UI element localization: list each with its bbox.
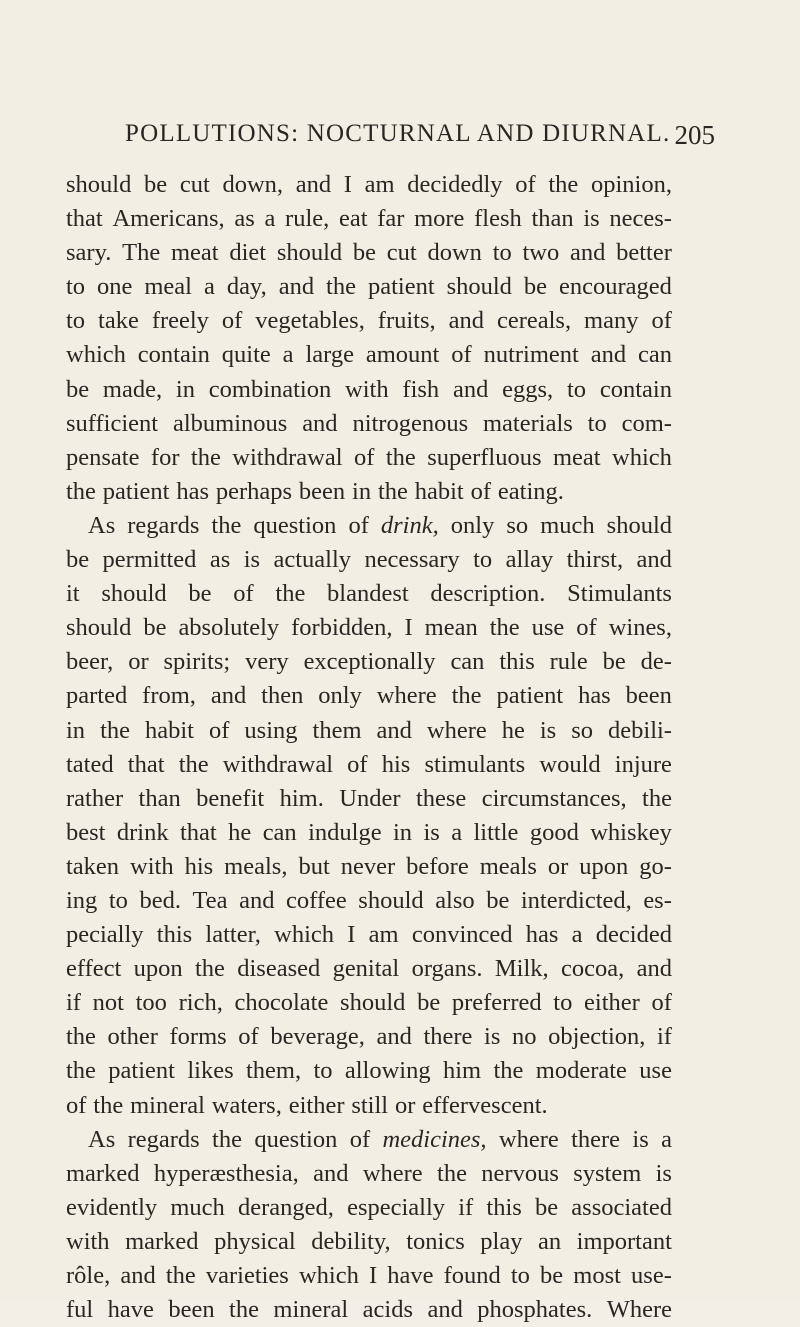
text-line: be made, in combination with fish and eggs, to contain: [66, 375, 672, 403]
text-line: the other forms of beverage, and there is no objection, if: [66, 1023, 672, 1051]
text-line: effect upon the diseased genital organs. Milk, cocoa, and: [66, 955, 672, 983]
text-line: which contain quite a large amount of nutriment and can: [66, 341, 672, 369]
text-line: taken with his meals, but never before meals or upon go-: [66, 852, 672, 880]
text-line: with marked physical debility, tonics play an important: [66, 1227, 672, 1255]
text-line: it should be of the blandest description. Stimulants: [66, 580, 672, 608]
text-line: the patient has perhaps been in the habit of eating.: [66, 477, 564, 505]
text-line: marked hyperæsthesia, and where the nervous system is: [66, 1159, 672, 1187]
text-line: evidently much deranged, especially if this be associated: [66, 1193, 672, 1221]
text-line: should be absolutely forbidden, I mean the use of wines,: [66, 614, 672, 642]
text-line: beer, or spirits; very exceptionally can this rule be de-: [66, 648, 672, 676]
running-head: POLLUTIONS: NOCTURNAL AND DIURNAL.: [125, 120, 671, 147]
text-line: pensate for the withdrawal of the superfluous meat which: [66, 443, 672, 471]
text-line: sary. The meat diet should be cut down to two and better: [66, 239, 672, 267]
text-line: parted from, and then only where the patient has been: [66, 682, 672, 710]
text-line: if not too rich, chocolate should be preferred to either of: [66, 989, 672, 1017]
text-line: pecially this latter, which I am convinced has a decided: [66, 921, 672, 949]
text-line: should be cut down, and I am decidedly of the opinion,: [66, 171, 672, 198]
text-line: rôle, and the varieties which I have found to be most use-: [66, 1262, 672, 1289]
text-line: in the habit of using them and where he is so debili-: [66, 716, 672, 744]
text-line: to take freely of vegetables, fruits, and cereals, many of: [66, 307, 672, 335]
text-line: of the mineral waters, either still or effervescent.: [66, 1091, 548, 1119]
text-line: As regards the question of medicines, where there is a: [88, 1125, 672, 1153]
text-line: that Americans, as a rule, eat far more flesh than is neces-: [66, 205, 672, 233]
body-text: [66, 168, 672, 1327]
text-line: ful have been the mineral acids and phosphates. Where: [66, 1296, 672, 1324]
text-line: As regards the question of drink, only so much should: [88, 511, 672, 539]
text-line: rather than benefit him. Under these circumstances, the: [66, 784, 672, 812]
text-line: be permitted as is actually necessary to allay thirst, and: [66, 546, 672, 574]
text-line: best drink that he can indulge in is a little good whiskey: [66, 818, 672, 846]
text-line: tated that the withdrawal of his stimulants would injure: [66, 750, 672, 778]
page-header: [0, 120, 800, 160]
text-line: to one meal a day, and the patient should be encouraged: [66, 273, 672, 301]
text-line: ing to bed. Tea and coffee should also be interdicted, es-: [66, 886, 672, 914]
text-line: the patient likes them, to allowing him the moderate use: [66, 1057, 672, 1085]
text-line: sufficient albuminous and nitrogenous materials to com-: [66, 409, 672, 437]
page-number: 205: [674, 120, 715, 150]
